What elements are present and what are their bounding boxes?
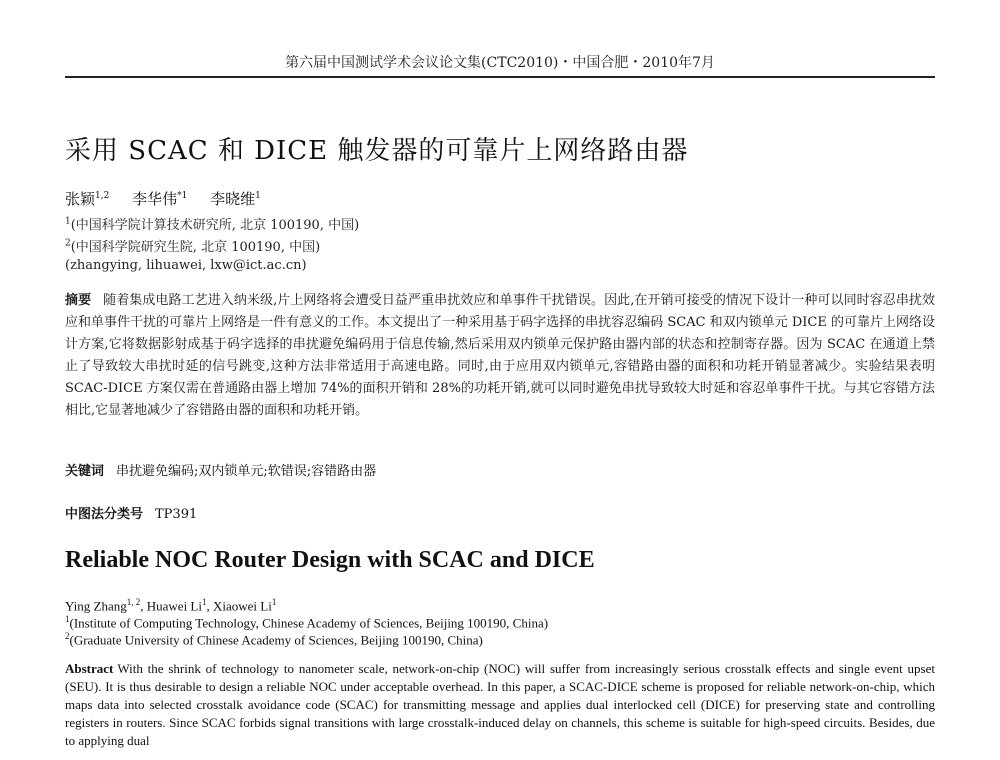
keywords: 关键词 串扰避免编码;双内锁单元;软错误;容错路由器	[65, 464, 377, 479]
cn-affiliation-1: $^1$(中国科学院计算技术研究所, 北京 100190, 中国)	[65, 216, 360, 233]
abstract-label-cn: 摘要	[65, 293, 92, 308]
abstract-text-cn: 随着集成电路工艺进入纳米级,片上网络将会遭受日益严重串扰效应和单事件干扰错误。因此,在开销可接受的情况下设计一种可以同时容忍串扰效应和单事件干扰的可靠片上网络是一件有意义的工作。本文提出了一种采用基于码字选择的串扰容忍编码 SCAC 和双内锁单元 DICE 的可靠片上网络设计方案,它将数据影射成基于码字选择的串扰避免编码用于信息传输,然后采用双内锁单元保护路由器内部的状态和控制寄存器。因为 SCAC 在通道上禁止了导致较大串扰时延的信号跳变,这种方法非常适用于高速电路。同时,由于应用双内锁单元,容错路由器的面积和功耗开销显著减少。实验结果表明 SCAC-DICE 方案仅需在普通路由器上增加 74%的面积开销和 28%的功耗开销,就可以同时避免串扰导致较大时延和容忍单事件干扰。与其它容错方法相比,它显著地减少了容错路由器的面积和功耗开销。	[65, 293, 935, 418]
chinese-authors	[65, 188, 279, 209]
abstract-text-en: With the shrink of technology to nanometer scale, network-on-chip (NOC) will suffer from increasingly serious crosstalk effects and single event upset (SEU). It is thus desirable to design a reliable NOC under acceptable overhead. In this paper, a SCAC-DICE scheme is proposed for reliable network-on-chip, which maps data into selected crosstalk avoidance code (SCAC) for transmitting message and applies dual interlocked cell (DICE) for preserving state and controlling registers in routers. Since SCAC forbids signal transitions with large crosstalk-induced delay on channels, this scheme is suitable for high-speed circuits. Besides, due to applying dual	[65, 661, 935, 748]
english-title: Reliable NOC Router Design with SCAC and DICE	[65, 547, 595, 573]
running-header: 第六届中国测试学术会议论文集(CTC2010)・中国合肥・2010年7月	[285, 55, 715, 71]
cn-author-2: 李华伟$^{*1}$	[132, 190, 188, 208]
en-affiliation-2: $^2$(Graduate University of Chinese Academy of Sciences, Beijing 100190, China)	[65, 631, 483, 648]
en-affiliation-1: $^1$(Institute of Computing Technology, Chinese Academy of Sciences, Beijing 100190, China)	[65, 614, 549, 631]
author-email: (zhangying, lihuawei, lxw@ict.ac.cn)	[65, 258, 307, 273]
header-rule	[65, 76, 935, 78]
chinese-abstract	[65, 290, 935, 422]
classification-number: 中图法分类号 TP391	[65, 507, 198, 522]
english-abstract	[65, 660, 935, 750]
english-authors: Ying Zhang$^{1, 2}$, Huawei Li$^1$, Xiaowei Li$^1$	[65, 597, 277, 614]
cn-author-3: 李晓维$^1$	[210, 190, 261, 208]
abstract-label-en: Abstract	[65, 661, 114, 676]
cn-author-1: 张颖$^{1,2}$	[65, 190, 110, 208]
cn-affiliation-2: $^2$(中国科学院研究生院, 北京 100190, 中国)	[65, 238, 321, 255]
chinese-title: 采用 SCAC 和 DICE 触发器的可靠片上网络路由器	[65, 136, 689, 166]
